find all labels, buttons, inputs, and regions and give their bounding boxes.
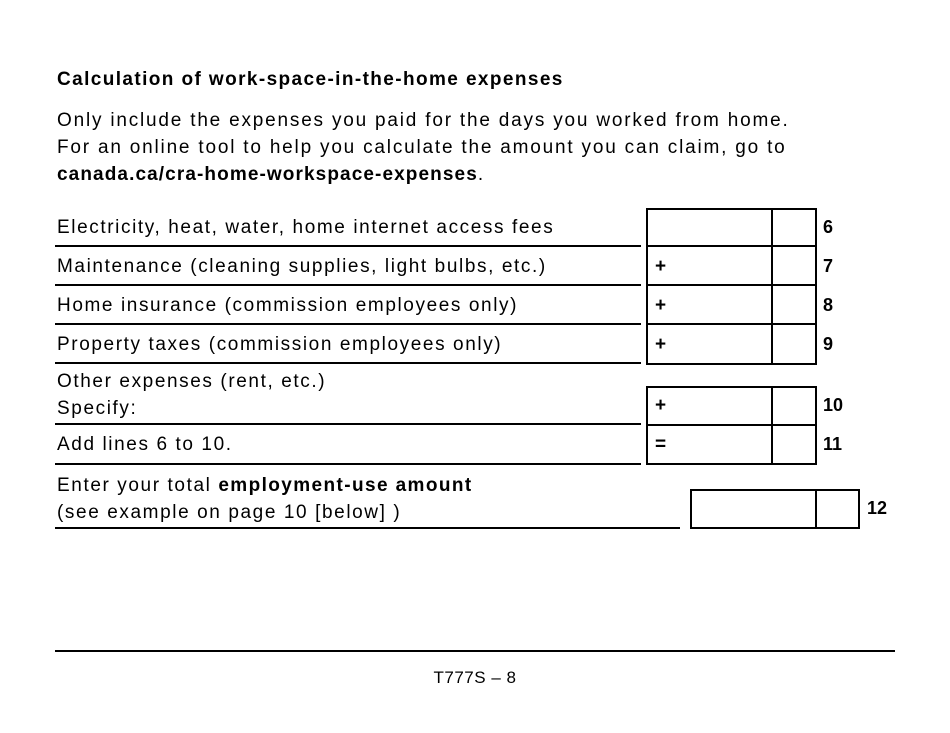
line-8-plus-sign: +: [655, 295, 667, 316]
line-7-plus-sign: +: [655, 256, 667, 277]
line-8-rule: [55, 323, 641, 325]
line-12-rule: [55, 527, 680, 529]
line-10-rule: [55, 423, 641, 425]
line-11-equals-sign: =: [655, 434, 667, 455]
line-number-9: 9: [823, 334, 834, 354]
line-number-7: 7: [823, 256, 834, 276]
line-6-label: Electricity, heat, water, home internet access fees: [57, 217, 555, 238]
online-tool-link[interactable]: canada.ca/cra-home-workspace-expenses: [57, 164, 478, 185]
line-9-label: Property taxes (commission employees only): [57, 334, 503, 355]
line-number-12: 12: [867, 498, 888, 518]
line-9-plus-sign: +: [655, 334, 667, 355]
intro-line-1: Only include the expenses you paid for the days you worked from home.: [57, 110, 790, 131]
line-11-amount-field[interactable]: [648, 426, 771, 463]
cents-divider: [771, 208, 773, 365]
line-6-amount-field[interactable]: [648, 210, 771, 245]
line-number-11: 11: [823, 434, 843, 454]
line-7-amount-field[interactable]: [648, 247, 771, 284]
cents-divider-3: [815, 489, 817, 529]
line-8-amount-field[interactable]: [648, 286, 771, 323]
section-title: Calculation of work-space-in-the-home expenses: [57, 69, 564, 90]
line-6-rule: [55, 245, 641, 247]
line-12-label-line2: (see example on page 10 [below] ): [57, 502, 402, 523]
line-11-rule: [55, 463, 641, 465]
line-10-amount-field[interactable]: [648, 388, 771, 424]
line-8-label: Home insurance (commission employees only): [57, 295, 519, 316]
line-number-10: 10: [823, 395, 844, 415]
line-9-rule: [55, 362, 641, 364]
line-9-amount-field[interactable]: [648, 325, 771, 363]
line-number-8: 8: [823, 295, 834, 315]
line-number-6: 6: [823, 217, 834, 237]
intro-line-3: [57, 161, 790, 188]
line-12-amount-field[interactable]: [692, 491, 815, 527]
intro-period: .: [477, 164, 485, 185]
line-11-label: Add lines 6 to 10.: [57, 434, 233, 455]
line-10-label: Other expenses (rent, etc.): [57, 371, 327, 392]
intro-line-2: For an online tool to help you calculate the amount you can claim, go to: [57, 137, 787, 158]
line-12-label-prefix: Enter your total: [57, 475, 219, 496]
line-7-label: Maintenance (cleaning supplies, light bulbs, etc.): [57, 256, 547, 277]
footer-rule: [55, 650, 895, 652]
line-10-specify-label: Specify:: [57, 398, 138, 419]
line-12-label: [57, 475, 473, 497]
line-12-label-bold: employment-use amount: [218, 475, 473, 496]
page-number: T777S – 8: [433, 668, 517, 687]
line-10-plus-sign: +: [655, 395, 667, 416]
line-7-rule: [55, 284, 641, 286]
intro-text: [57, 107, 790, 188]
